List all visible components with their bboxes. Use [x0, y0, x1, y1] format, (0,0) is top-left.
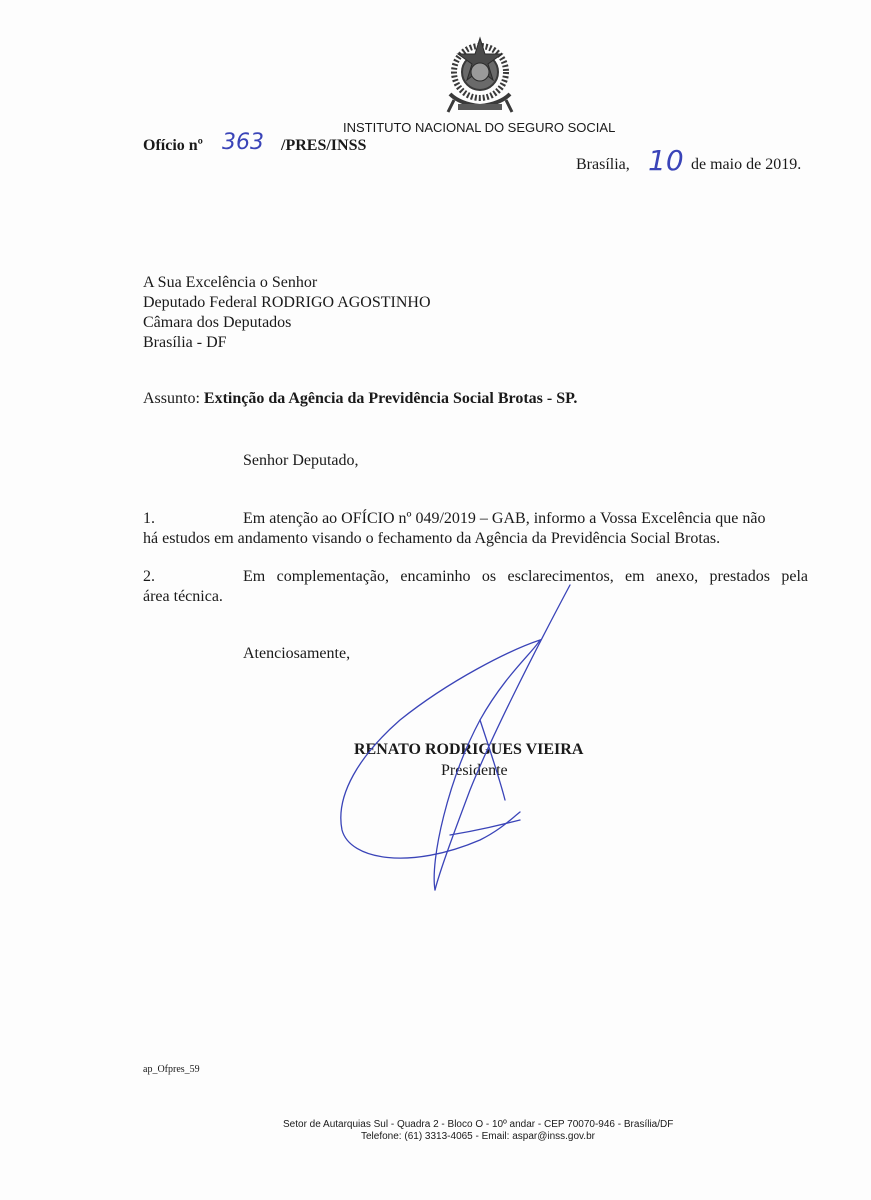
date-day-handwritten: 10: [648, 144, 684, 177]
recipient-line: Brasília - DF: [143, 334, 227, 351]
institution-name: INSTITUTO NACIONAL DO SEGURO SOCIAL: [343, 120, 616, 135]
date-city: Brasília,: [576, 156, 630, 173]
paragraph-second-line: área técnica.: [143, 588, 223, 605]
paragraph-number: 1.: [143, 510, 155, 527]
salutation: Senhor Deputado,: [243, 452, 359, 469]
paragraph-number: 2.: [143, 568, 155, 585]
closing: Atenciosamente,: [243, 645, 351, 662]
date-rest: de maio de 2019.: [691, 156, 802, 173]
recipient-line: A Sua Excelência o Senhor: [143, 274, 318, 291]
paragraph-second-line: há estudos em andamento visando o fechamento da Agência da Previdência Social Brotas.: [143, 530, 721, 547]
subject-label: Assunto:: [143, 390, 200, 407]
footer-address: Setor de Autarquias Sul - Quadra 2 - Bloco O - 10º andar - CEP 70070-946 - Brasília/DF: [283, 1119, 674, 1130]
handwritten-signature-icon: [330, 580, 580, 900]
signatory-name: RENATO RODRIGUES VIEIRA: [354, 741, 584, 758]
oficio-prefix: Ofício nº: [143, 137, 203, 154]
recipient-line: Deputado Federal RODRIGO AGOSTINHO: [143, 294, 431, 311]
paragraph-1: [143, 509, 808, 549]
reference-code: ap_Ofpres_59: [143, 1064, 200, 1075]
oficio-suffix: /PRES/INSS: [281, 137, 367, 154]
signatory-title: Presidente: [441, 762, 508, 779]
subject-line: [143, 390, 577, 408]
oficio-number-handwritten: 363: [222, 130, 264, 155]
subject-text: Extinção da Agência da Previdência Social Brotas - SP.: [203, 390, 578, 407]
brazil-coat-of-arms-icon: [440, 34, 520, 116]
recipient-line: Câmara dos Deputados: [143, 314, 292, 331]
paragraph-first-line: Em complementação, encaminho os esclarecimentos, em anexo, prestados pela: [243, 568, 808, 585]
paragraph-first-line: Em atenção ao OFÍCIO nº 049/2019 – GAB, informo a Vossa Excelência que não: [243, 510, 766, 527]
footer-contact: Telefone: (61) 3313-4065 - Email: aspar@inss.gov.br: [361, 1131, 595, 1142]
